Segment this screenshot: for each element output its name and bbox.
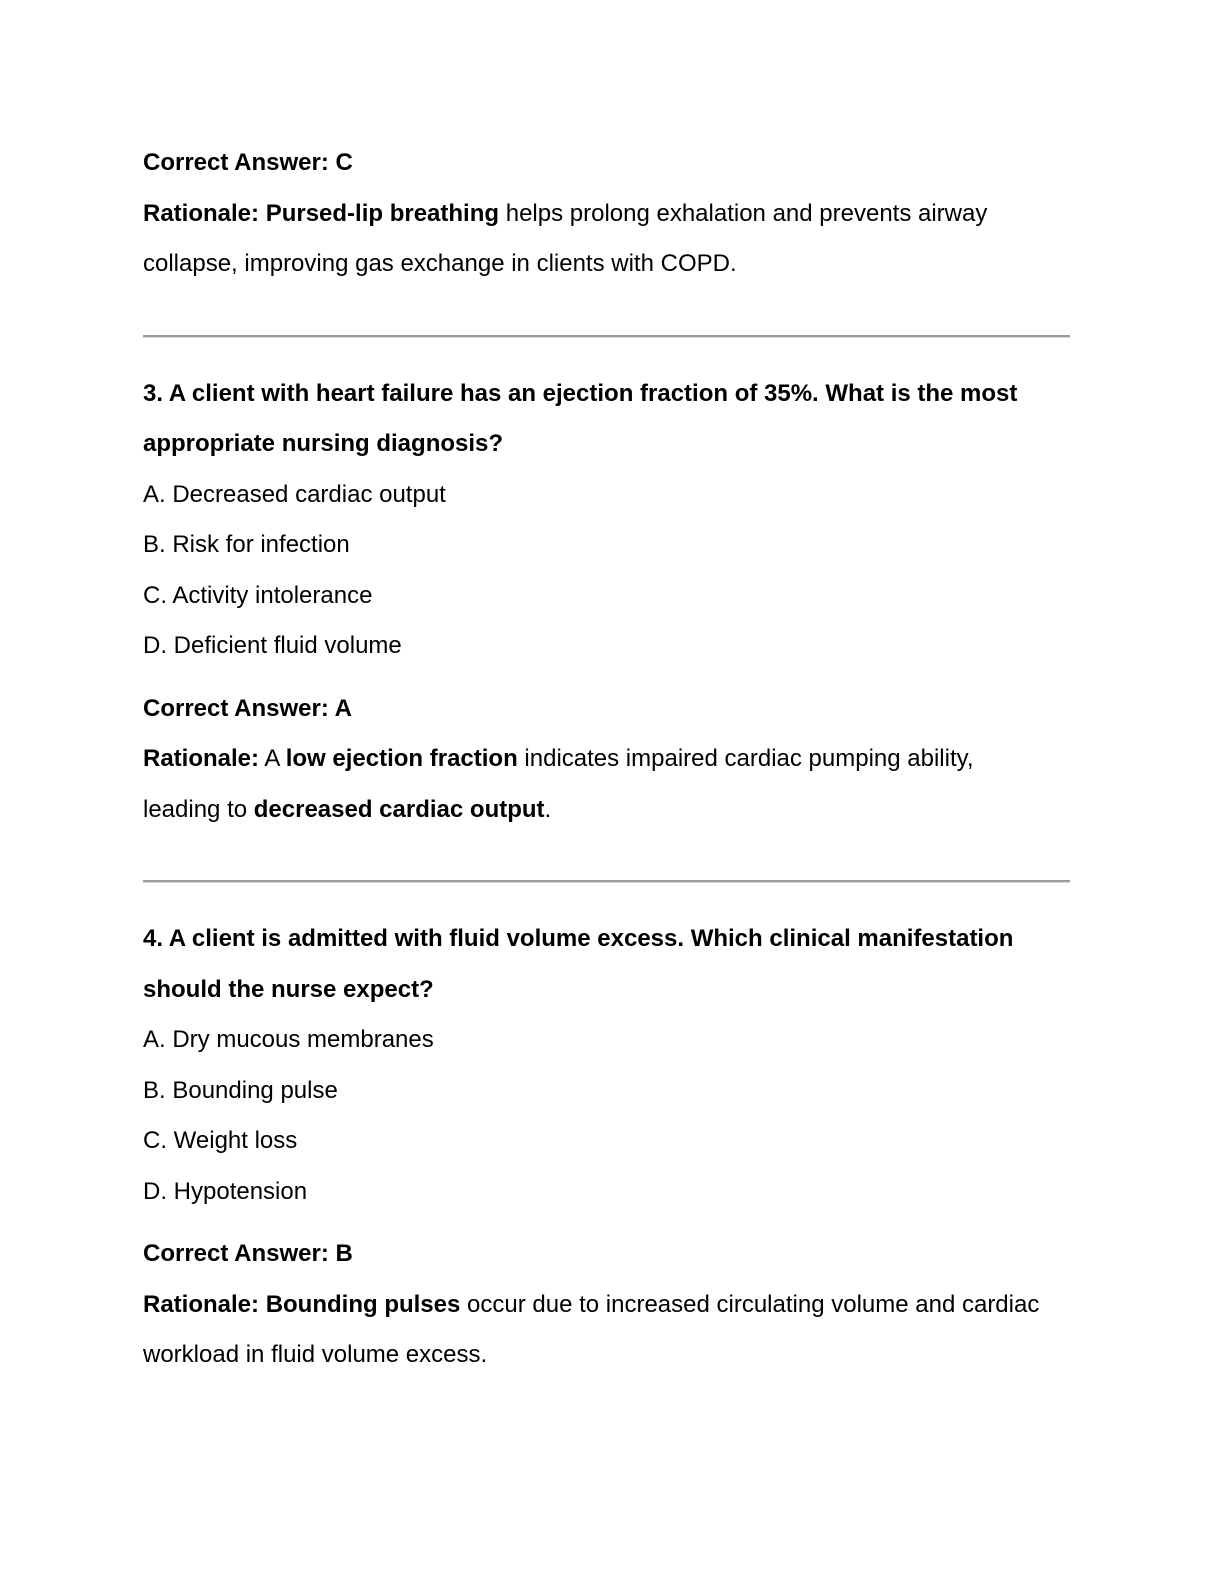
correct-answer: Correct Answer: C [143,149,353,176]
rationale-text: helps prolong exhalation and prevents airway [499,199,988,227]
rationale-text: occur due to increased circulating volume and cardiac [460,1290,1040,1318]
option-d: D. Deficient fluid volume [143,632,402,659]
rationale-continued [143,785,1073,836]
question-stem-continued: appropriate nursing diagnosis? [143,430,504,457]
option-b: B. Risk for infection [143,531,350,558]
rationale-label: Rationale: [143,745,260,772]
rationale-continued: workload in fluid volume excess. [143,1341,488,1368]
question-3 [143,369,1073,836]
question-stem: 4. A client is admitted with fluid volume excess. Which clinical manifestation [143,925,1014,952]
rationale-continued: collapse, improving gas exchange in clients with COPD. [143,250,737,277]
correct-answer: Correct Answer: A [143,694,352,722]
document-page [143,138,1073,1381]
option-a: A. Dry mucous membranes [143,1026,434,1053]
rationale-text: indicates impaired cardiac pumping ability, [517,745,974,772]
rationale [143,189,1073,240]
rationale [143,734,1073,785]
option-a: A. Decreased cardiac output [143,480,446,508]
question-2-answer-block [143,138,1073,290]
correct-answer: Correct Answer: B [143,1240,353,1267]
rationale-text: leading to [143,795,254,823]
question-stem: 3. A client with heart failure has an ejection fraction of 35%. What is the most [143,379,1018,407]
rationale-keyword: Bounding pulses [265,1290,461,1318]
question-stem-continued: should the nurse expect? [143,975,434,1003]
option-c: C. Weight loss [143,1127,298,1154]
option-b: B. Bounding pulse [143,1076,338,1104]
rationale-text: A [259,745,286,772]
option-c: C. Activity intolerance [143,581,373,609]
question-4 [143,914,1073,1381]
rationale-label: Rationale: [143,1290,260,1318]
option-d: D. Hypotension [143,1177,308,1205]
rationale-keyword: decreased cardiac output [253,795,545,823]
rationale-label: Rationale: [143,199,260,227]
rationale-text: . [544,795,552,823]
divider [143,880,1070,883]
rationale-keyword: Pursed-lip breathing [265,199,500,227]
rationale-keyword: low ejection fraction [285,745,518,772]
divider [143,335,1070,338]
rationale [143,1280,1073,1331]
